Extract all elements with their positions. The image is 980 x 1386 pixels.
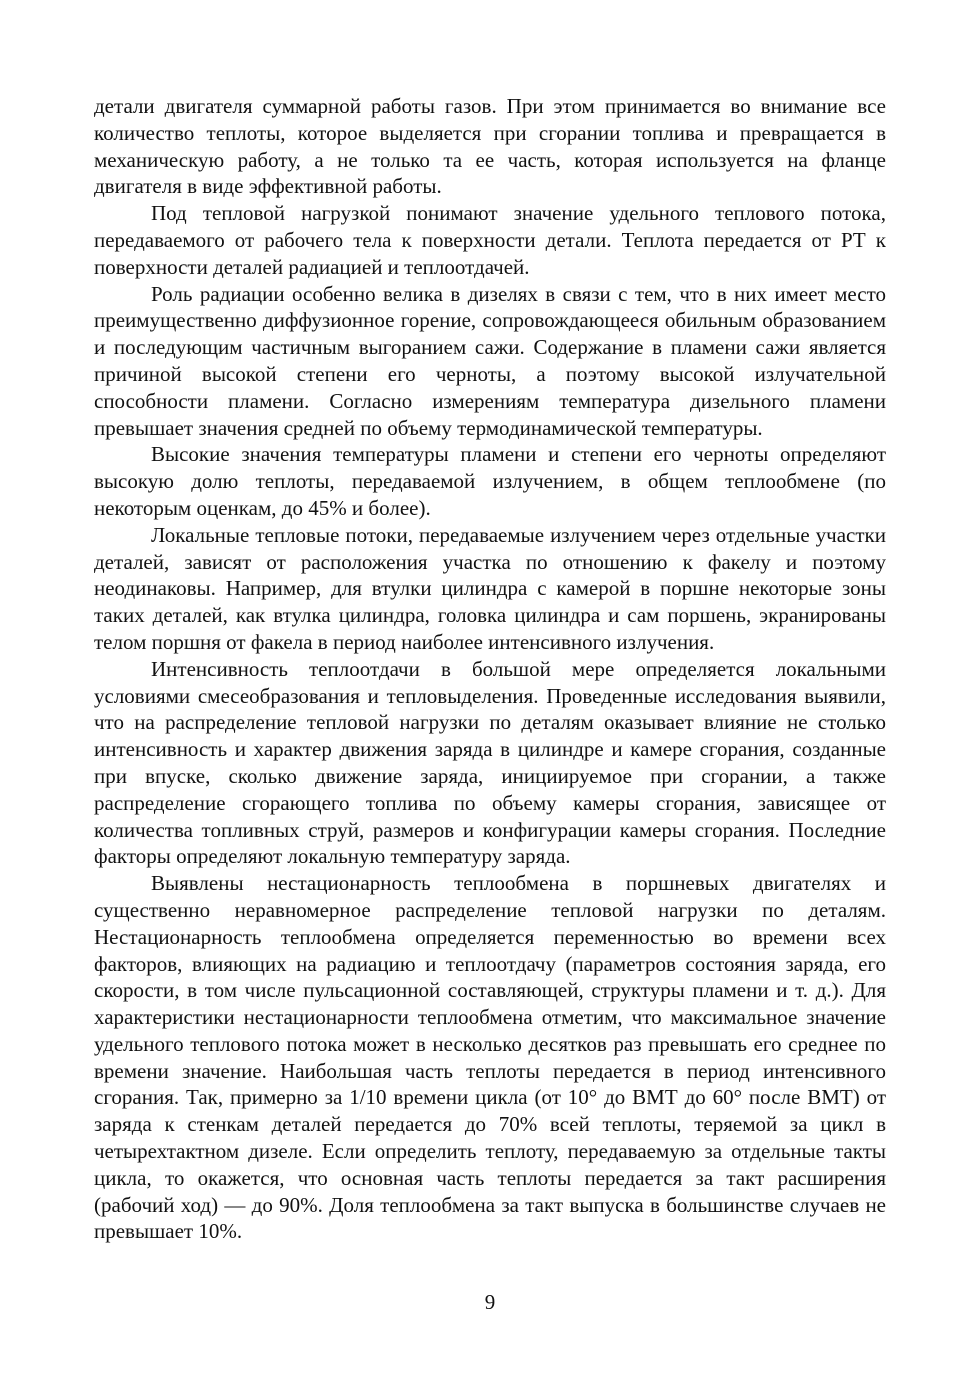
paragraph-continuation: детали двигателя суммарной работы газов. При этом принимается во внимание все количество теплоты, которое выделяется при сгорании топлива и превращается в механическую работу, а не только та ее часть, которая используется на фланце двигателя в виде эффективной работы. bbox=[94, 94, 886, 199]
paragraph-unsteady-heat-exchange: Выявлены нестационарность теплообмена в поршневых двигателях и существенно неравномерное распределение тепловой нагрузки по деталям. Нестационарность теплообмена определяется переменностью во времени всех факторов, влияющих на радиацию и теплоотдачу (параметров состояния заряда, его скорости, в том числе пульсационной составляющей, структуры пламени и т. д.). Для характеристики нестационарности теплообмена отметим, что максимальное значение удельного теплового потока может в несколько десятков раз превышать его среднее по времени значение. Наибольшая часть теплоты передается в период интенсивного сгорания. Так, примерно за 1/10 времени цикла (от 10° до ВМТ до 60° после ВМТ) от заряда к стенкам деталей передается до 70% всей теплоты, теряемой за цикл в четырехтактном дизеле. Если определить теплоту, передаваемую за отдельные такты цикла, то окажется, что основная часть теплоты передается за такт расширения (рабочий ход) — до 90%. Доля теплообмена за такт выпуска в большинстве случаев не превышает 10%. bbox=[94, 871, 886, 1244]
page-number: 9 bbox=[484, 1290, 496, 1314]
paragraph-thermal-load-definition: Под тепловой нагрузкой понимают значение удельного теплового потока, передаваемого от рабочего тела к поверхности детали. Теплота передается от РТ к поверхности деталей радиацией и теплоотдачей. bbox=[94, 201, 886, 279]
paragraph-heat-transfer-intensity: Интенсивность теплоотдачи в большой мере определяется локальными условиями смесеобразования и тепловыделения. Проведенные исследования выявили, что на распределение тепловой нагрузки по деталям оказывает влияние не столько интенсивность и характер движения заряда в цилиндре и камере сгорания, созданные при впуске, сколько движение заряда, инициируемое при сгорании, а также распределение сгорающего топлива по объему камеры сгорания, зависящее от количества топливных струй, размеров и конфигурации камеры сгорания. Последние факторы определяют локальную температуру заряда. bbox=[94, 656, 886, 869]
paragraph-flame-emissivity: Высокие значения температуры пламени и степени его черноты определяют высокую долю теплоты, передаваемой излучением, в общем теплообмене (по некоторым оценкам, до 45% и более). bbox=[94, 442, 886, 520]
paragraph-radiation-role: Роль радиации особенно велика в дизелях в связи с тем, что в них имеет место преимущественно диффузионное горение, сопровождающееся обильным образованием и последующим частичным выгоранием сажи. Содержание в пламени сажи является причиной высокой степени его черноты, а поэтому высокой излучательной способности пламени. Согласно измерениям температура дизельного пламени превышает значения средней по объему термодинамической температуры. bbox=[94, 281, 886, 440]
paragraph-local-heat-flux: Локальные тепловые потоки, передаваемые излучением через отдельные участки деталей, зависят от расположения участка по отношению к факелу и поэтому неодинаковы. Например, для втулки цилиндра с камерой в поршне некоторые зоны таких деталей, как втулка цилиндра, головка цилиндра и сам поршень, экранированы телом поршня от факела в период наиболее интенсивного излучения. bbox=[94, 522, 886, 654]
